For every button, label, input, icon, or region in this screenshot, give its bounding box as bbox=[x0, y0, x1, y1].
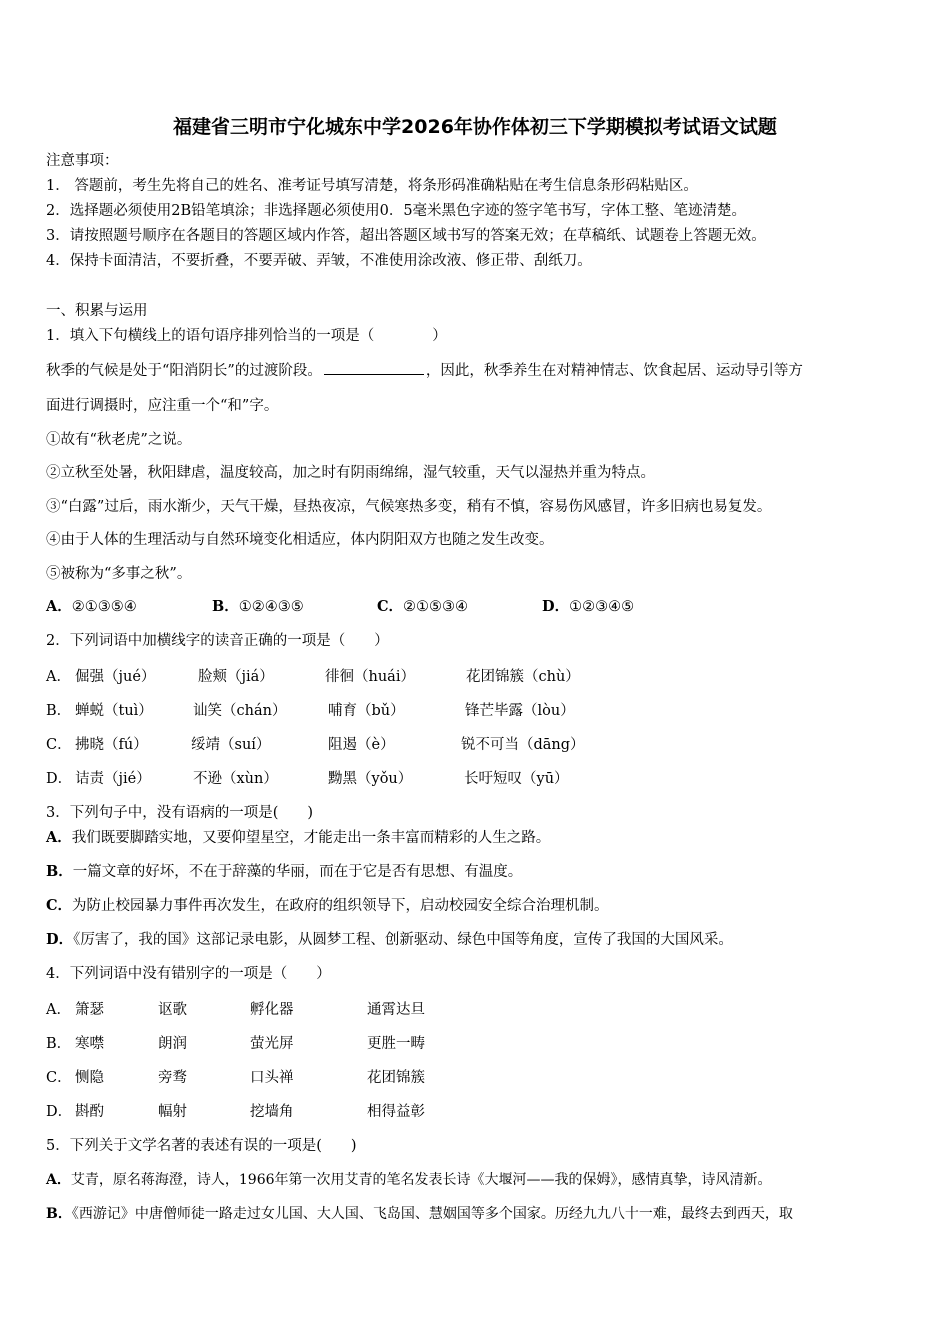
question-2-word: 脸颊（jiá） bbox=[198, 669, 274, 685]
question-2-word: 锐不可当（dāng） bbox=[461, 737, 585, 753]
question-4-word: 寒噤 bbox=[75, 1036, 104, 1052]
question-2-word: 讪笑（chán） bbox=[193, 703, 287, 719]
question-2-word: 诘责（jié） bbox=[75, 771, 151, 787]
question-1-stem: 1．填入下句横线上的语句语序排列恰当的一项是（ ） bbox=[46, 328, 447, 344]
question-3-option-c: C．为防止校园暴力事件再次发生，在政府的组织领导下，启动校园安全综合治理机制。 bbox=[46, 897, 609, 914]
question-2-option-label: C． bbox=[46, 737, 72, 753]
question-5-option-b: B．《西游记》中唐僧师徒一路走过女儿国、大人国、飞岛国、慧姻国等多个国家。历经九九八十一难，最终去到西天，取 bbox=[46, 1206, 793, 1222]
question-1-option-b: B．①②④③⑤ bbox=[212, 598, 304, 615]
question-2-word: 蝉蜕（tuì） bbox=[75, 703, 153, 719]
question-2-word: 花团锦簇（chù） bbox=[466, 669, 580, 685]
notice-heading: 注意事项： bbox=[46, 153, 119, 169]
question-3-option-d: D．《厉害了，我的国》这部记录电影，从圆梦工程、创新驱动、绿色中国等角度，宣传了我国的大国风采。 bbox=[46, 931, 733, 948]
question-1-item: ①故有“秋老虎”之说。 bbox=[46, 432, 192, 448]
notice-item: 3．请按照题号顺序在各题目的答题区域内作答，超出答题区域书写的答案无效；在草稿纸、试题卷上答题无效。 bbox=[46, 228, 766, 244]
question-1-item: ⑤被称为“多事之秋”。 bbox=[46, 566, 192, 582]
question-4-word: 相得益彰 bbox=[367, 1104, 425, 1120]
question-4-word: 挖墙角 bbox=[250, 1104, 294, 1120]
question-4-stem: 4．下列词语中没有错别字的一项是（ ） bbox=[46, 966, 331, 982]
question-2-word: 徘徊（huái） bbox=[325, 669, 415, 685]
question-4-option-label: D． bbox=[46, 1104, 73, 1120]
question-2-word: 不逊（xùn） bbox=[193, 771, 278, 787]
question-4-option-label: B． bbox=[46, 1036, 72, 1052]
question-4-word: 更胜一畴 bbox=[367, 1036, 425, 1052]
question-2-word: 拂晓（fú） bbox=[75, 737, 148, 753]
notice-item: 2．选择题必须使用2B铅笔填涂；非选择题必须使用0．5毫米黑色字迹的签字笔书写，字体工整、笔迹清楚。 bbox=[46, 203, 747, 219]
question-4-word: 萤光屏 bbox=[250, 1036, 294, 1052]
question-2-word: 锋芒毕露（lòu） bbox=[465, 703, 575, 719]
question-4-word: 箫瑟 bbox=[75, 1002, 104, 1018]
question-2-option-label: A． bbox=[46, 669, 71, 685]
question-4-word: 朗润 bbox=[158, 1036, 187, 1052]
question-1-passage-cont: 面进行调摄时，应注重一个“和”字。 bbox=[46, 398, 279, 414]
question-1-passage bbox=[46, 360, 803, 380]
notice-item: 4．保持卡面清洁，不要折叠，不要弄破、弄皱，不准使用涂改液、修正带、刮纸刀。 bbox=[46, 253, 592, 269]
question-4-word: 孵化器 bbox=[250, 1002, 294, 1018]
passage-part: ，因此，秋季养生在对精神情志、饮食起居、运动导引等方 bbox=[425, 363, 803, 379]
question-3-option-a: A．我们既要脚踏实地，又要仰望星空，才能走出一条丰富而精彩的人生之路。 bbox=[46, 829, 551, 846]
question-2-word: 哺育（bǔ） bbox=[328, 703, 405, 719]
question-2-word: 长吁短叹（yū） bbox=[464, 771, 569, 787]
page-title: 福建省三明市宁化城东中学2026年协作体初三下学期模拟考试语文试题 bbox=[173, 116, 777, 138]
question-4-word: 讴歌 bbox=[158, 1002, 187, 1018]
question-2-word: 倔强（jué） bbox=[75, 669, 156, 685]
question-5-stem: 5．下列关于文学名著的表述有误的一项是( ) bbox=[46, 1138, 357, 1154]
question-2-option-label: B． bbox=[46, 703, 72, 719]
question-2-word: 黝黑（yǒu） bbox=[328, 771, 413, 787]
question-1-item: ③“白露”过后，雨水渐少，天气干燥，昼热夜凉，气候寒热多变，稍有不慎，容易伤风感冒，许多旧病也易复发。 bbox=[46, 499, 772, 515]
question-2-word: 绥靖（suí） bbox=[191, 737, 271, 753]
question-1-item: ②立秋至处暑，秋阳肆虐，温度较高，加之时有阴雨绵绵，湿气较重，天气以湿热并重为特点。 bbox=[46, 465, 655, 481]
question-4-word: 口头禅 bbox=[250, 1070, 294, 1086]
question-4-option-label: A． bbox=[46, 1002, 71, 1018]
question-3-stem: 3．下列句子中，没有语病的一项是( ) bbox=[46, 805, 314, 821]
question-4-word: 斟酌 bbox=[75, 1104, 104, 1120]
question-2-word: 阻遏（è） bbox=[328, 737, 395, 753]
question-1-option-a: A．②①③⑤④ bbox=[46, 598, 137, 615]
question-4-word: 花团锦簇 bbox=[367, 1070, 425, 1086]
notice-item: 1． 答题前，考生先将自己的姓名、准考证号填写清楚，将条形码准确粘贴在考生信息条形码粘贴区。 bbox=[46, 178, 698, 194]
question-4-word: 通霄达旦 bbox=[367, 1002, 425, 1018]
question-2-stem: 2．下列词语中加横线字的读音正确的一项是（ ） bbox=[46, 633, 389, 649]
question-2-option-label: D． bbox=[46, 771, 73, 787]
question-4-word: 旁骛 bbox=[158, 1070, 187, 1086]
question-3-option-b: B．一篇文章的好坏，不在于辞藻的华丽，而在于它是否有思想、有温度。 bbox=[46, 863, 523, 880]
section-heading: 一、积累与运用 bbox=[46, 303, 148, 319]
question-4-word: 恻隐 bbox=[75, 1070, 104, 1086]
question-4-option-label: C． bbox=[46, 1070, 72, 1086]
question-1-option-d: D．①②③④⑤ bbox=[542, 598, 635, 615]
question-1-item: ④由于人体的生理活动与自然环境变化相适应，体内阴阳双方也随之发生改变。 bbox=[46, 532, 554, 548]
question-5-option-a: A．艾青，原名蒋海澄，诗人，1966年第一次用艾青的笔名发表长诗《大堰河——我的保姆》，感情真挚，诗风清新。 bbox=[46, 1172, 772, 1188]
answer-blank bbox=[324, 360, 424, 375]
question-1-option-c: C．②①⑤③④ bbox=[377, 598, 469, 615]
passage-part: 秋季的气候是处于“阳消阴长”的过渡阶段。 bbox=[46, 363, 322, 379]
question-4-word: 幅射 bbox=[158, 1104, 187, 1120]
